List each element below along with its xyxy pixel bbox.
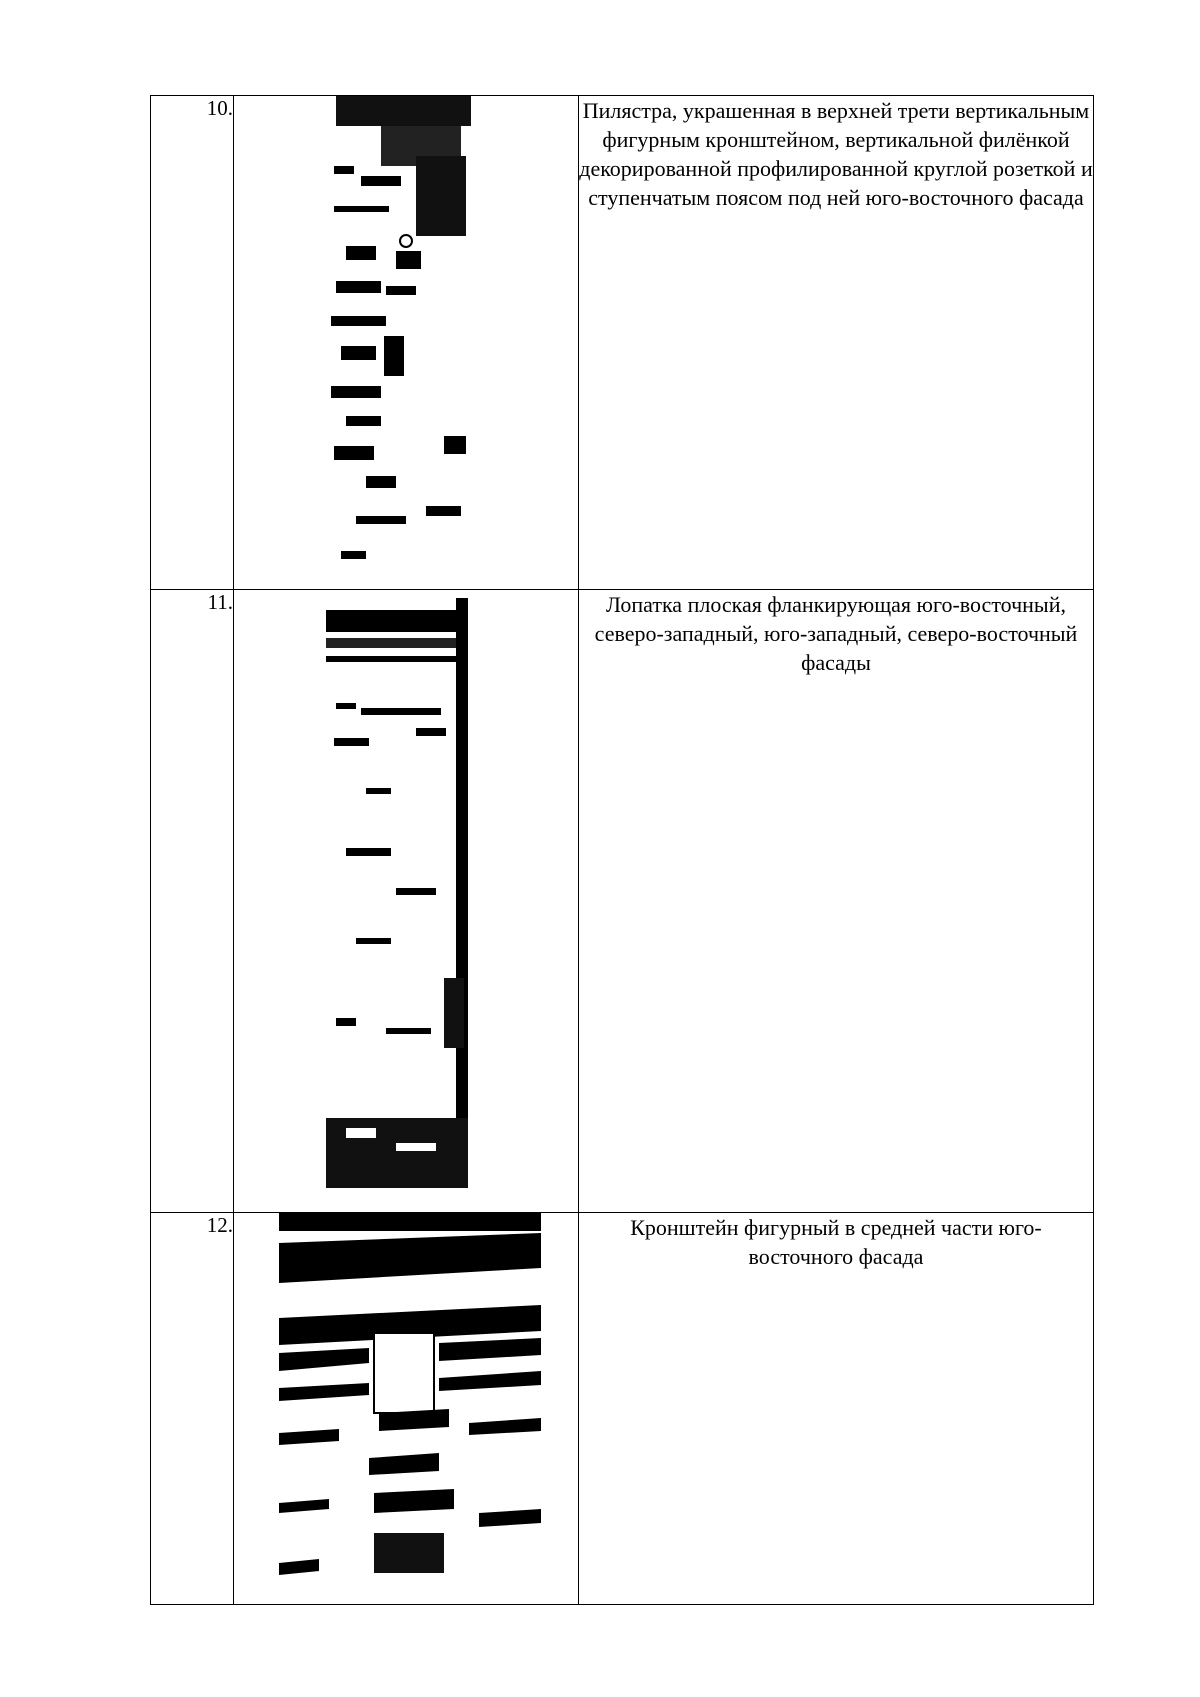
table-row <box>151 96 1094 590</box>
table-row <box>151 1213 1094 1605</box>
photo-cell <box>234 1213 579 1605</box>
element-description: Кронштейн фигурный в средней части юго-восточного фасада <box>579 1213 1094 1605</box>
table-row <box>151 590 1094 1213</box>
elements-table <box>150 95 1094 1605</box>
row-number: 12. <box>151 1213 234 1605</box>
pilaster-photo <box>326 96 476 566</box>
photo-cell <box>234 96 579 590</box>
flat-pilaster-photo <box>326 598 476 1188</box>
element-description: Лопатка плоская фланкирующая юго-восточный, северо-западный, юго-западный, северо-восточный фасады <box>579 590 1094 1213</box>
bracket-photo <box>279 1213 541 1583</box>
element-description: Пилястра, украшенная в верхней трети вертикальным фигурным кронштейном, вертикальной филёнкой декорированной профилированной круглой розеткой и ступенчатым поясом под ней юго-восточного фасада <box>579 96 1094 590</box>
row-number: 10. <box>151 96 234 590</box>
photo-cell <box>234 590 579 1213</box>
row-number: 11. <box>151 590 234 1213</box>
